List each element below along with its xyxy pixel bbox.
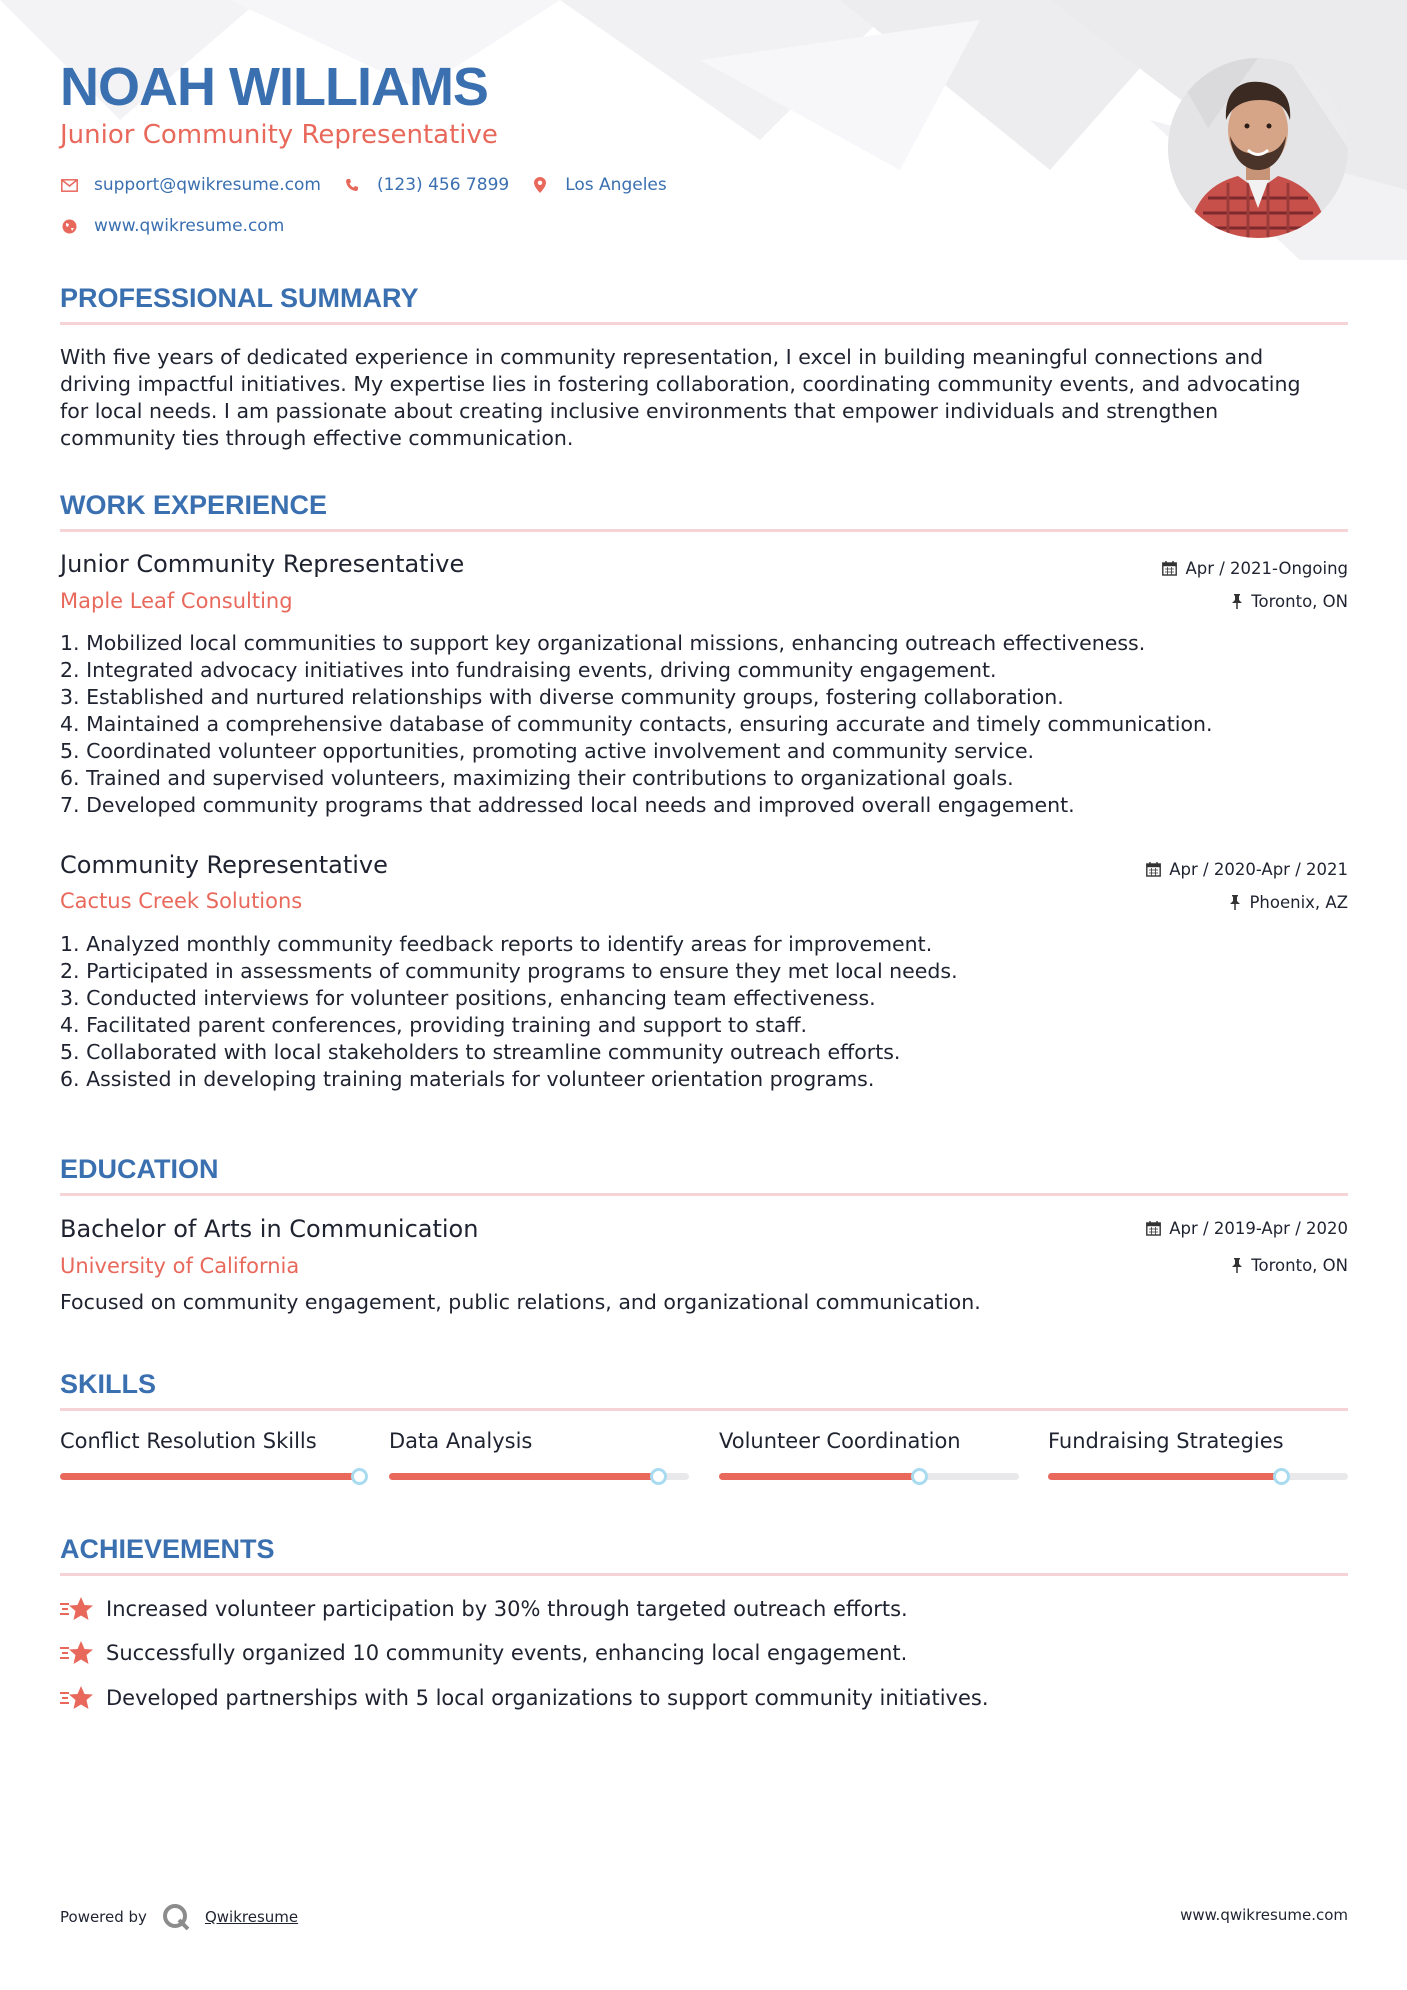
- envelope-icon: [60, 176, 78, 194]
- qwikresume-logo-icon: [161, 1902, 191, 1932]
- list-item: 5. Coordinated volunteer opportunities, promoting active involvement and community service.: [60, 739, 1035, 763]
- skill-name: Fundraising Strategies: [1048, 1429, 1284, 1453]
- skill-item: [60, 1429, 360, 1453]
- summary-divider: [60, 322, 1348, 325]
- skill-level-fill: [719, 1473, 920, 1480]
- pushpin-icon: [1231, 1258, 1243, 1273]
- list-item: 3. Established and nurtured relationships with diverse community groups, fostering collaboration.: [60, 685, 1064, 709]
- skill-track: [719, 1473, 1019, 1480]
- achievement-text: Successfully organized 10 community events, enhancing local engagement.: [106, 1641, 908, 1665]
- summary-line: driving impactful initiatives. My expertise lies in fostering collaboration, coordinating community events, and advocating: [60, 372, 1301, 396]
- summary-line: With five years of dedicated experience in community representation, I excel in building meaningful connections and: [60, 345, 1264, 369]
- list-item: 1. Analyzed monthly community feedback reports to identify areas for improvement.: [60, 932, 933, 956]
- contact-location: [531, 175, 667, 195]
- shooting-star-icon: [60, 1639, 94, 1667]
- skill-level-knob: [911, 1468, 928, 1485]
- job-bullet-list: [60, 630, 1350, 819]
- achievement-item: [60, 1684, 989, 1712]
- qwikresume-link[interactable]: Qwikresume: [204, 1908, 299, 1926]
- list-item: 1. Mobilized local communities to support key organizational missions, enhancing outreach effectiveness.: [60, 631, 1146, 655]
- pushpin-icon: [1229, 895, 1241, 910]
- contact-website[interactable]: [60, 216, 284, 236]
- powered-by-label: Powered by: [60, 1908, 147, 1926]
- list-item: 4. Maintained a comprehensive database of community contacts, ensuring accurate and timely communication.: [60, 712, 1213, 736]
- experience-divider: [60, 529, 1348, 532]
- summary-text: [60, 344, 1350, 452]
- shooting-star-icon: [60, 1684, 94, 1712]
- list-item: 6. Assisted in developing training materials for volunteer orientation programs.: [60, 1067, 875, 1091]
- calendar-icon: [1146, 1221, 1161, 1236]
- shooting-star-icon: [60, 1595, 94, 1623]
- list-item: 7. Developed community programs that addressed local needs and improved overall engagement.: [60, 793, 1075, 817]
- skill-level-fill: [60, 1473, 360, 1480]
- candidate-title: Junior Community Representative: [60, 120, 498, 150]
- job-title: Junior Community Representative: [60, 550, 465, 578]
- globe-icon: [60, 217, 78, 235]
- map-pin-icon: [531, 176, 549, 194]
- education-degree: Bachelor of Arts in Communication: [60, 1215, 479, 1243]
- candidate-name: NOAH WILLIAMS: [60, 57, 488, 117]
- achievement-text: Developed partnerships with 5 local organizations to support community initiatives.: [106, 1686, 989, 1710]
- skills-divider: [60, 1408, 1348, 1411]
- job-location: [1229, 893, 1348, 912]
- skill-track: [60, 1473, 360, 1480]
- skill-item: [1048, 1429, 1348, 1453]
- job-dates-text: Apr / 2020-Apr / 2021: [1169, 860, 1348, 879]
- skill-name: Data Analysis: [389, 1429, 533, 1453]
- education-dates: [1146, 1219, 1348, 1238]
- job-company: Cactus Creek Solutions: [60, 889, 303, 913]
- achievements-heading: ACHIEVEMENTS: [60, 1534, 275, 1564]
- pushpin-icon: [1231, 594, 1243, 609]
- contact-phone[interactable]: [343, 175, 509, 195]
- education-heading: EDUCATION: [60, 1154, 219, 1184]
- job-title: Community Representative: [60, 851, 388, 879]
- profile-photo-illustration: [1168, 58, 1348, 238]
- education-location-text: Toronto, ON: [1251, 1256, 1348, 1275]
- list-item: 3. Conducted interviews for volunteer positions, enhancing team effectiveness.: [60, 986, 876, 1010]
- achievement-item: [60, 1595, 908, 1623]
- education-divider: [60, 1193, 1348, 1196]
- job-company: Maple Leaf Consulting: [60, 589, 293, 613]
- contact-email[interactable]: [60, 175, 321, 195]
- skill-track: [389, 1473, 689, 1480]
- summary-line: community ties through effective communication.: [60, 426, 574, 450]
- achievement-text: Increased volunteer participation by 30% through targeted outreach efforts.: [106, 1597, 908, 1621]
- job-dates: [1146, 860, 1348, 879]
- contact-row-1: [60, 175, 689, 195]
- list-item: 2. Integrated advocacy initiatives into fundraising events, driving community engagement.: [60, 658, 997, 682]
- job-bullet-list: [60, 931, 1350, 1093]
- achievements-divider: [60, 1573, 1348, 1576]
- profile-photo: [1168, 58, 1348, 238]
- job-location: [1231, 592, 1348, 611]
- footer-powered-by: [60, 1902, 298, 1932]
- job-dates-text: Apr / 2021-Ongoing: [1185, 559, 1348, 578]
- education-school: University of California: [60, 1254, 300, 1278]
- contact-row-2: [60, 216, 306, 236]
- skill-track: [1048, 1473, 1348, 1480]
- skill-level-fill: [389, 1473, 659, 1480]
- job-location-text: Phoenix, AZ: [1249, 893, 1348, 912]
- skill-name: Conflict Resolution Skills: [60, 1429, 317, 1453]
- education-dates-text: Apr / 2019-Apr / 2020: [1169, 1219, 1348, 1238]
- skill-item: [389, 1429, 689, 1453]
- list-item: 2. Participated in assessments of community programs to ensure they met local needs.: [60, 959, 958, 983]
- experience-heading: WORK EXPERIENCE: [60, 490, 328, 520]
- summary-line: for local needs. I am passionate about creating inclusive environments that empower individuals and strengthen: [60, 399, 1219, 423]
- skill-level-knob: [650, 1468, 667, 1485]
- list-item: 5. Collaborated with local stakeholders to streamline community outreach efforts.: [60, 1040, 901, 1064]
- summary-heading: PROFESSIONAL SUMMARY: [60, 283, 419, 313]
- skill-name: Volunteer Coordination: [719, 1429, 961, 1453]
- contact-location-text: Los Angeles: [565, 175, 667, 195]
- calendar-icon: [1146, 862, 1161, 877]
- contact-email-text: support@qwikresume.com: [94, 175, 321, 195]
- phone-icon: [343, 176, 361, 194]
- skills-heading: SKILLS: [60, 1369, 157, 1399]
- job-dates: [1162, 559, 1348, 578]
- skill-level-knob: [1273, 1468, 1290, 1485]
- skill-level-fill: [1048, 1473, 1282, 1480]
- contact-phone-text: (123) 456 7899: [376, 175, 510, 195]
- footer-website[interactable]: www.qwikresume.com: [1180, 1906, 1348, 1924]
- achievement-item: [60, 1639, 907, 1667]
- list-item: 4. Facilitated parent conferences, providing training and support to staff.: [60, 1013, 808, 1037]
- education-description: Focused on community engagement, public relations, and organizational communication.: [60, 1290, 981, 1314]
- calendar-icon: [1162, 561, 1177, 576]
- job-location-text: Toronto, ON: [1251, 592, 1348, 611]
- education-location: [1231, 1256, 1348, 1275]
- skill-level-knob: [351, 1468, 368, 1485]
- list-item: 6. Trained and supervised volunteers, maximizing their contributions to organizational goals.: [60, 766, 1014, 790]
- skill-item: [719, 1429, 1019, 1453]
- contact-website-text: www.qwikresume.com: [94, 216, 285, 236]
